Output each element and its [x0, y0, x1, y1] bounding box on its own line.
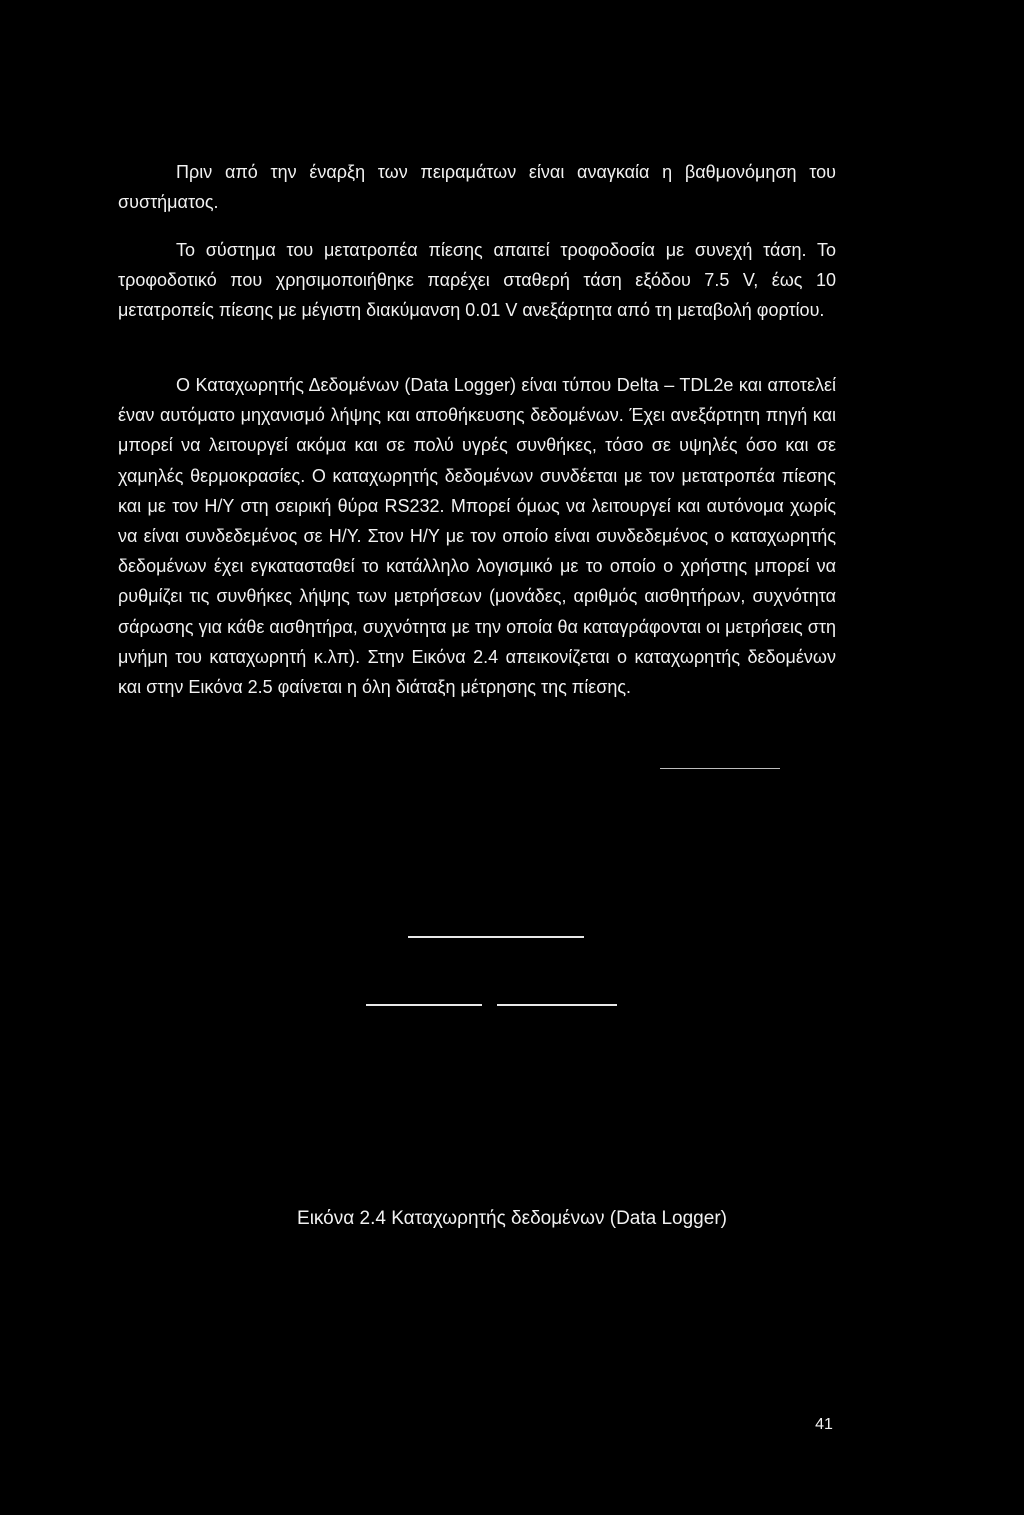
figure-scan-line: [366, 1004, 482, 1006]
paragraph-data-logger: Ο Καταχωρητής Δεδομένων (Data Logger) είναι τύπου Delta – TDL2e και αποτελεί έναν αυτόματο μηχανισμό λήψης και αποθήκευσης δεδομένων. Έχει ανεξάρτητη πηγή και μπορεί να λειτουργεί ακόμα και σε πολύ υγρές συνθήκες, τόσο σε υψηλές όσο και σε χαμηλές θερμοκρασίες. Ο καταχωρητής δεδομένων συνδέεται με τον μετατροπέα πίεσης και με τον Η/Υ στη σειρική θύρα RS232. Μπορεί όμως να λειτουργεί και αυτόνομα χωρίς να είναι συνδεδεμένος σε Η/Υ. Στον Η/Υ με τον οποίο είναι συνδεδεμένος ο καταχωρητής δεδομένων έχει εγκατασταθεί το κατάλληλο λογισμικό με το οποίο ο χρήστης μπορεί να ρυθμίζει τις συνθήκες λήψης των μετρήσεων (μονάδες, αριθμός αισθητήρων, συχνότητα σάρωσης για κάθε αισθητήρα, συχνότητα με την οποία θα καταγράφονται οι μετρήσεις στη μνήμη του καταχωρητή κ.λπ). Στην Εικόνα 2.4 απεικονίζεται ο καταχωρητής δεδομένων και στην Εικόνα 2.5 φαίνεται η όλη διάταξη μέτρησης της πίεσης.: [118, 375, 836, 698]
page-number: 41: [815, 1416, 833, 1433]
figure-data-logger-image: [118, 760, 836, 1190]
paragraph-calibration: Πριν από την έναρξη των πειραμάτων είναι αναγκαία η βαθμονόμηση του συστήματος.: [118, 162, 836, 212]
figure-scan-line: [408, 936, 584, 938]
figure-caption: Εικόνα 2.4 Καταχωρητής δεδομένων (Data Logger): [297, 1208, 727, 1229]
figure-scan-line: [660, 768, 780, 769]
figure-scan-line: [497, 1004, 617, 1006]
paragraph-power-supply: Το σύστημα του μετατροπέα πίεσης απαιτεί τροφοδοσία με συνεχή τάση. Το τροφοδοτικό που χρησιμοποιήθηκε παρέχει σταθερή τάση εξόδου 7.5 V, έως 10 μετατροπείς πίεσης με μέγιστη διακύμανση 0.01 V ανεξάρτητα από τη μεταβολή φορτίου.: [118, 240, 836, 320]
